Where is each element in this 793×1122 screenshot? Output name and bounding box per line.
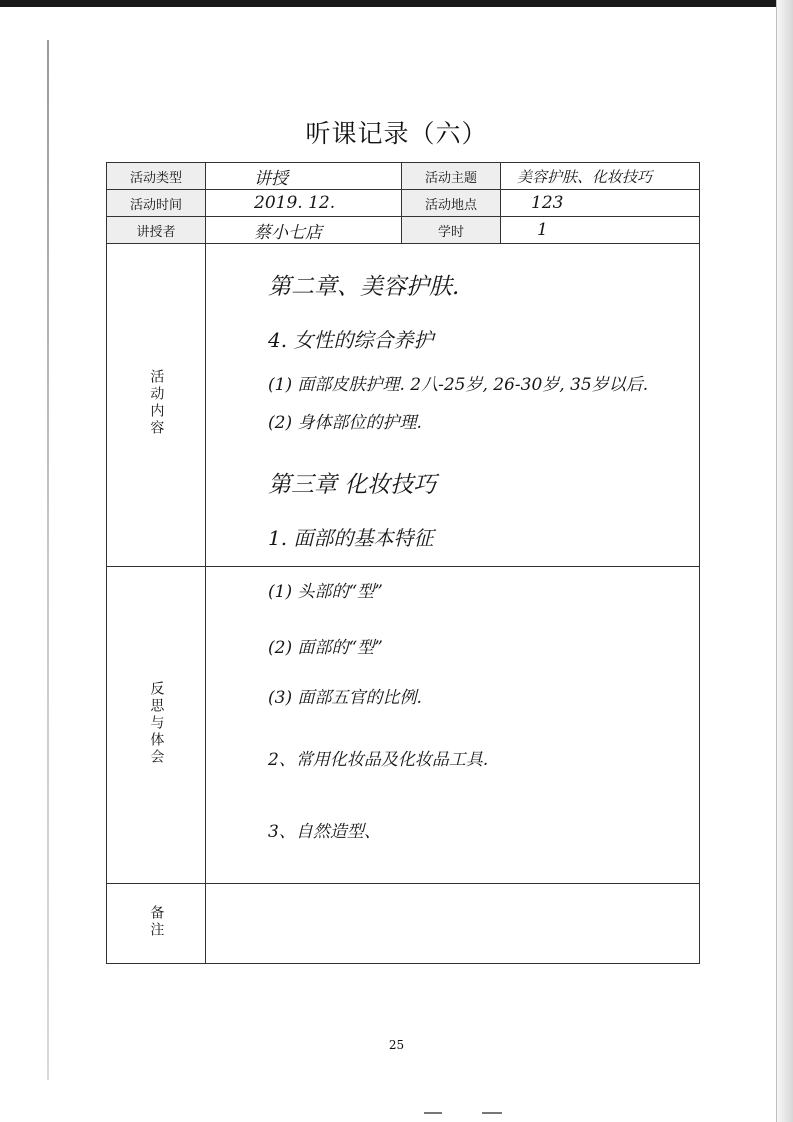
label-reflection: 反思与体会	[148, 680, 165, 766]
value-activity-time	[206, 190, 402, 217]
page-number: 25	[388, 1038, 405, 1052]
label-activity-content-cell	[107, 244, 206, 567]
row-remarks	[107, 884, 700, 964]
value-lecturer	[206, 217, 402, 244]
value-activity-type-text: 讲授	[254, 168, 288, 189]
reflection-line-2: (2) 面部的“型”	[268, 638, 383, 658]
content-line-1: 第二章、美容护肤.	[268, 274, 460, 300]
reflection-line-4: 2、常用化妆品及化妆品工具.	[268, 750, 489, 770]
label-activity-content: 活动内容	[148, 369, 165, 437]
label-activity-location: 活动地点	[402, 190, 501, 217]
value-lecturer-text: 蔡小七店	[254, 222, 322, 243]
value-activity-time-text: 2019. 12.	[254, 193, 336, 213]
scan-artifact-mark	[482, 1112, 502, 1114]
label-activity-type: 活动类型	[107, 163, 206, 190]
content-line-3: (1) 面部皮肤护理. 2八-25岁, 26-30岁, 35岁以后.	[268, 375, 649, 395]
page-title: 听课记录（六）	[305, 119, 488, 148]
reflection-line-1: (1) 头部的“型”	[268, 582, 383, 602]
remarks-value	[206, 914, 254, 934]
row-activity-type	[107, 163, 700, 190]
scan-artifact-mark	[424, 1112, 442, 1114]
value-credit-hours	[501, 217, 700, 244]
row-lecturer	[107, 217, 700, 244]
label-reflection-cell	[107, 567, 206, 884]
label-credit-hours: 学时	[402, 217, 501, 244]
row-activity-time	[107, 190, 700, 217]
content-line-6: 1. 面部的基本特征	[268, 526, 434, 550]
content-line-5: 第三章 化妆技巧	[268, 472, 437, 498]
value-activity-type	[206, 163, 402, 190]
row-activity-content	[107, 244, 700, 567]
value-activity-theme-text: 美容护肤、化妆技巧	[517, 167, 653, 186]
reflection-line-3: (3) 面部五官的比例.	[268, 688, 422, 708]
remarks-area	[206, 884, 700, 964]
reflection-line-5: 3、自然造型、	[268, 822, 381, 842]
reflection-area	[206, 567, 700, 884]
value-credit-hours-text: 1	[537, 220, 548, 240]
label-activity-theme: 活动主题	[402, 163, 501, 190]
label-lecturer: 讲授者	[107, 217, 206, 244]
scan-top-edge	[0, 0, 793, 7]
value-activity-location-text: 123	[531, 193, 564, 213]
label-remarks-cell	[107, 884, 206, 964]
label-activity-time: 活动时间	[107, 190, 206, 217]
activity-content-area	[206, 244, 700, 567]
binding-margin-line	[47, 40, 49, 1080]
row-reflection	[107, 567, 700, 884]
content-line-4: (2) 身体部位的护理.	[268, 413, 422, 433]
label-remarks: 备注	[148, 904, 165, 939]
lesson-record-table	[106, 162, 700, 964]
value-activity-theme	[501, 163, 700, 190]
content-line-2: 4. 女性的综合养护	[268, 328, 434, 352]
scan-right-edge	[777, 0, 793, 1122]
value-activity-location	[501, 190, 700, 217]
scan-right-shadow-line	[776, 0, 777, 1122]
